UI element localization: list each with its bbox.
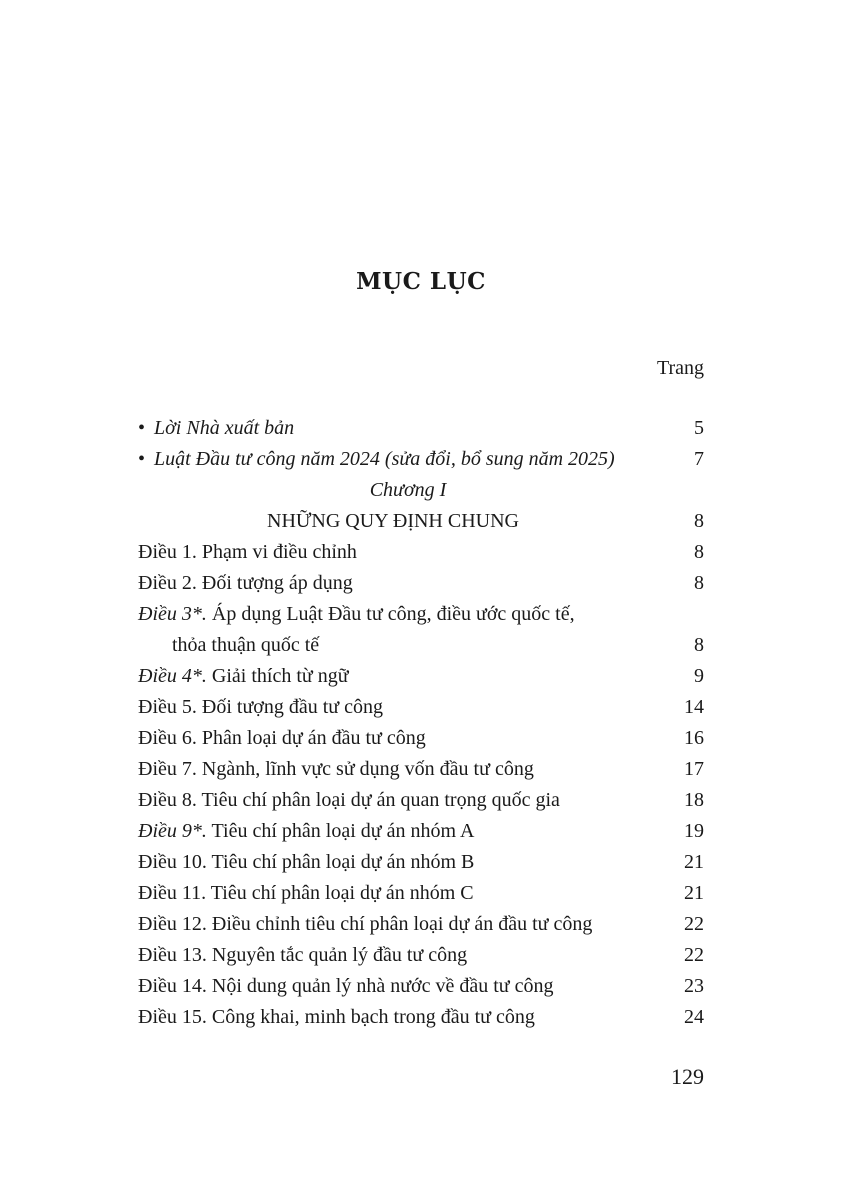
toc-entry-article-13[interactable]	[138, 940, 704, 971]
article-label: Điều 3*.	[138, 603, 207, 625]
toc-entry-page: 23	[684, 975, 704, 997]
toc-entry-page: 8	[694, 572, 704, 594]
toc-entry-article-1[interactable]	[138, 537, 704, 568]
toc-entry-page: 8	[694, 634, 704, 656]
chapter-title: NHỮNG QUY ĐỊNH CHUNG	[267, 510, 519, 532]
toc-entry-title: Tiêu chí phân loại dự án nhóm C	[210, 882, 474, 904]
chapter-number: Chương I	[369, 479, 447, 501]
article-label: Điều 13.	[138, 944, 207, 966]
article-label: Điều 6.	[138, 727, 197, 749]
toc-entry-title: Giải thích từ ngữ	[211, 665, 349, 687]
toc-entry-title: Tiêu chí phân loại dự án quan trọng quốc gia	[201, 789, 560, 811]
article-label: Điều 14.	[138, 975, 207, 997]
toc-entry-title: Phạm vi điều chỉnh	[201, 541, 357, 563]
toc-entry-publisher-note[interactable]	[138, 413, 704, 444]
toc-entry-article-8[interactable]	[138, 785, 704, 816]
toc-entry-page: 22	[684, 913, 704, 935]
page-title: MỤC LỤC	[356, 268, 486, 295]
toc-entry-article-14[interactable]	[138, 971, 704, 1002]
toc-entry-title: Điều chỉnh tiêu chí phân loại dự án đầu tư công	[211, 913, 593, 935]
toc-entry-page: 24	[684, 1006, 704, 1028]
article-label: Điều 15.	[138, 1006, 207, 1028]
toc-entry-page: 19	[684, 820, 704, 842]
article-label: Điều 7.	[138, 758, 197, 780]
article-label: Điều 9*.	[138, 820, 207, 842]
toc-entry-article-6[interactable]	[138, 723, 704, 754]
table-of-contents	[138, 413, 704, 1033]
toc-entry-article-5[interactable]	[138, 692, 704, 723]
toc-entry-article-15[interactable]	[138, 1002, 704, 1033]
toc-entry-title: Nguyên tắc quản lý đầu tư công	[211, 944, 468, 966]
toc-entry-title: Công khai, minh bạch trong đầu tư công	[211, 1006, 535, 1028]
article-label: Điều 5.	[138, 696, 197, 718]
toc-entry-article-2[interactable]	[138, 568, 704, 599]
toc-entry-title: Tiêu chí phân loại dự án nhóm B	[211, 851, 475, 873]
toc-entry-law[interactable]	[138, 444, 704, 475]
toc-entry-article-3-continued[interactable]	[138, 630, 704, 661]
toc-entry-title: Áp dụng Luật Đầu tư công, điều ước quốc tế,	[211, 603, 575, 625]
bullet-icon: •	[138, 448, 146, 470]
toc-entry-title: Tiêu chí phân loại dự án nhóm A	[211, 820, 475, 842]
toc-entry-page: 16	[684, 727, 704, 749]
article-label: Điều 10.	[138, 851, 207, 873]
toc-entry-title: Phân loại dự án đầu tư công	[201, 727, 426, 749]
toc-entry-title: thỏa thuận quốc tế	[172, 634, 320, 656]
article-label: Điều 11.	[138, 882, 207, 904]
article-label: Điều 8.	[138, 789, 197, 811]
toc-entry-page: 8	[694, 541, 704, 563]
toc-entry-page: 22	[684, 944, 704, 966]
page-column-label: Trang	[656, 357, 704, 379]
toc-entry-article-4[interactable]	[138, 661, 704, 692]
toc-entry-article-7[interactable]	[138, 754, 704, 785]
article-label: Điều 2.	[138, 572, 197, 594]
toc-entry-page: 7	[694, 448, 704, 470]
article-label: Điều 4*.	[138, 665, 207, 687]
toc-entry-article-9[interactable]	[138, 816, 704, 847]
toc-entry-title: Lời Nhà xuất bản	[154, 417, 295, 439]
toc-entry-page: 17	[684, 758, 704, 780]
toc-entry-title: Luật Đầu tư công năm 2024 (sửa đổi, bổ sung năm 2025)	[154, 448, 615, 470]
page-number: 129	[671, 1064, 704, 1089]
toc-entry-page: 21	[684, 882, 704, 904]
chapter-label	[138, 475, 704, 506]
toc-entry-title: Ngành, lĩnh vực sử dụng vốn đầu tư công	[201, 758, 534, 780]
toc-entry-page: 5	[694, 417, 704, 439]
toc-entry-page: 21	[684, 851, 704, 873]
article-label: Điều 1.	[138, 541, 197, 563]
toc-entry-article-10[interactable]	[138, 847, 704, 878]
toc-entry-page: 14	[684, 696, 704, 718]
toc-entry-page: 18	[684, 789, 704, 811]
toc-entry-article-12[interactable]	[138, 909, 704, 940]
toc-entry-title: Đối tượng áp dụng	[201, 572, 353, 594]
toc-entry-title: Đối tượng đầu tư công	[201, 696, 384, 718]
toc-entry-page: 8	[694, 510, 704, 532]
chapter-heading[interactable]	[138, 506, 704, 537]
toc-entry-page: 9	[694, 665, 704, 687]
toc-entry-title: Nội dung quản lý nhà nước về đầu tư công	[211, 975, 554, 997]
toc-entry-article-11[interactable]	[138, 878, 704, 909]
article-label: Điều 12.	[138, 913, 207, 935]
bullet-icon: •	[138, 417, 146, 439]
toc-entry-article-3[interactable]	[138, 599, 704, 630]
